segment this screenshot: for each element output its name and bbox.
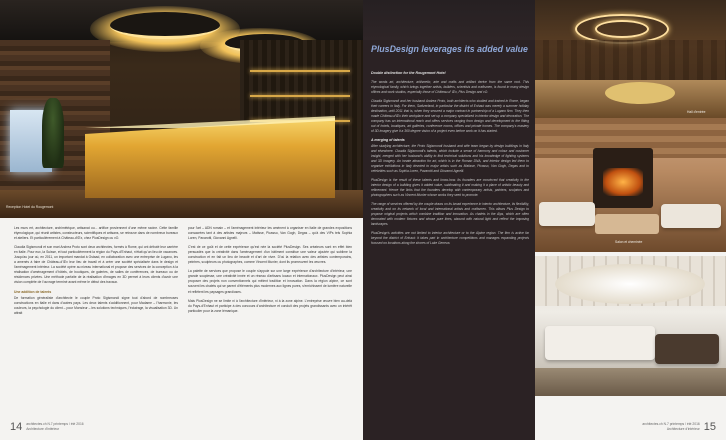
lounge-photo [535,256,726,396]
page-number: 14 [10,421,23,433]
page-number: 15 [703,421,716,433]
footer-line: Architecture d'intérieur [666,426,700,431]
english-column [371,80,529,250]
paragraph: Claudia Sigismondi and her husband Andrea Proto, both architects who studied and trained in Rome, began their careers in Italy. For them, Switzerland, in particular the district of Enhaut was merely a summer holiday destination, until 2011 that is, when they secured a major contract in partnership of a Lugano firm. They then made Château-d'Œx their workplace and set up a company specialized in interior design and decoration. The company has an international reach and offers services ranging from design and development to the fitting out of hotels, boutiques, art galleries, conference rooms, offices and private homes. The company's mastery of 3D imagery give it a 360 degree vision of a project even before work on it has started. [371,99,529,133]
paragraph: The range of services offered by the couple draws on its broad experience in interior architecture, its flexibility, creativity and on its network of local and international artists and craftsmen. This allows Plus Design to propose original projects which combine tradition and innovation. As chalets in the Alps, which are often decorated with modern fixtures and whose pure lines, abound with natural light and reflect the imposing landscapes. [371,202,529,226]
entrance-hall-photo [535,0,726,118]
french-column-2 [188,226,352,318]
paragraph: La palette de services que propose le couple s'appuie sur une large expérience d'architecture d'intérieur, une grande souplesse, une créativité innée et un réseau d'artisans locaux et internationaux. PlusDesign peut ainsi proposer des projets non conventionnels qui mêlent tradition et innovation. Dans la région alpine, ce sont souvent les chalets qui se parent d'éléments plus modernes aux lignes pures, s'enrichissent de lumière naturelle et reflètent les paysages grandioses. [188,269,352,294]
photo-caption: Salon et cheminée [615,240,643,244]
photo-caption: Reception Hotel du Rougemont [6,205,54,209]
hotel-lobby-photo [0,0,363,218]
french-column-1 [14,226,178,320]
paragraph: Les murs ert, architecture, archimétrique, artisanat ou... artifice proviennent d'une même racine. Cette famille étymologique, qui réunit artistes, constructeurs, scientifiques et artisans, se retrouve dans de nombreux bureaux et ateliers. Et particulièrement à Château-d'Œx, chez PlusDesign ou vO. [14,226,178,241]
section-heading: Une addition de talents [14,289,52,294]
photo-caption: Hall d'entrée [687,110,706,114]
english-text-panel [363,0,535,440]
paragraph: pour l'art – ADN romain – et l'aménagement intérieur les amènent à organiser en Italie de grandes expositions consacrées tant à des artistes majeurs – Matisse, Picasso, Van Gogh, Degas – qu'à des VIPs tels Sophia Loren, Pavarotti, Giovanni Agnelli. [188,226,352,241]
footer-line: architectes.ch N.7 printemps / été 2016 [26,422,84,426]
paragraph: PlusDesign is the result of these talents and know-how. Its founders are convinced that creativity in the interior design of a building gives it added value, sublimating it and making it a place of artistic beauty and refinement. Hence the links that the founders develop with contemporary artists, painters, sculptors and photographers such as Vincent Munier whose works they seek to promote. [371,178,529,197]
footer-line: architectes.ch N.7 printemps / été 2016 [642,422,700,426]
footer-line: Architecture d'intérieur [26,426,60,431]
article-subheading: Double distinction for the Rougemont Hotel [371,71,446,75]
page-footer-right [642,422,716,433]
paragraph: The words art, architecture, arithmetic, arte and crafts and artifact derive from the same root. This etymological family, which brings together artists, builders, scientists and craftsmen, is found in many design offices and work studios, especially those of Château-d' Œx, Plus Design and vO. [371,80,529,94]
paragraph: C'est de ce goût et de cette expérience qu'est née la société PlusDesign. Ses créateurs sont en effet bien persuadés que la créativité dans l'aménagement d'un bâtiment constitue une valeur ajoutée qui sublime la construction et en fait un lieu de beauté et d'art de vivre. D'où la relation avec des artistes contemporains, peintres, sculpteurs ou photographes, comme Vincent Munier, dont ils promeuvent les œuvres. [188,245,352,265]
paragraph: Mais PlusDesign ne se limite ni à l'architecture d'intérieur, ni à la zone alpine. L'entreprise œuvre bien au-delà du Pays-d'Enhaut et participe à des concours d'architecture et conduit des projets grandissants avec un intérêt particulier pour la zone lémanique. [188,298,352,313]
article-heading: PlusDesign leverages its added value [371,44,528,54]
living-room-photo [535,118,726,252]
paragraph: PlusDesign's activities are not limited to interior architecture or to the Alpine region. The firm is active far beyond the district of Enhaut: it takes part in architecture competitions and manages expanding projects focused on locations along the shores of Lake Geneva. [371,231,529,245]
right-page [535,0,726,440]
paragraph: Claudia Sigismondi et son mari Andrea Proto sont deux architectes, formés à Rome, qui ont débuté leur carrière en Italie. Pour eux, la Suisse, et tout particulièrement la région du Pays-d'Enhaut, n'était qu'un lieu de vacances. Jusqu'au jour où, en 2011, un important mandat à Gstaad, en collaboration avec une entreprise de Lugano, les a amenés à faire de Château-d'Œx leur lieu de travail et à créer une société spécialisée dans le design et l'aménagement intérieur. La société opère au niveau international et propose des services de la conception à la réalisation d'aménagement d'hôtels, de boutiques, de galeries, de salles de conférences, de bureaux ou de résidences privées. Une méthode parfaite de la réalisation d'images en 3D permet à leurs clients d'avoir une vision complète de l'ouvrage terminé avant même le début des travaux. [14,245,178,285]
paragraph: After studying architecture, the Proto Sigismondi husband and wife team began by design buildings in Italy and elsewhere. Claudia Sigismondi's talents, which include a sense of harmony and colour and customer insight, merged with her husband's ability to find technical solutions and his knowledge of lighting systems and 3D imagery. An innate attraction for art, which is in the Roman DNA, and interior design led them to organize exhibitions in Italy devoted to major artists such as Matisse, Picasso, Van Gogh, Degas and to celebrities such as Sophia Loren, Pavarotti and Giovanni Agnelli. [371,144,529,173]
section-heading: A merging of talents [371,138,405,142]
paragraph: De formation généraliste d'architecte le couple Proto Sigismondi signe tout d'abord de nombreuses constructions en Italie et dans d'autres pays. Les deux talents s'additionnent, pour Madame – l'harmonie, les couleurs, la psychologie du client – pour Monsieur – les solutions techniques, l'éclairage, la visualisation 3D. Un attrait [14,295,178,315]
page-footer-left [10,422,84,433]
